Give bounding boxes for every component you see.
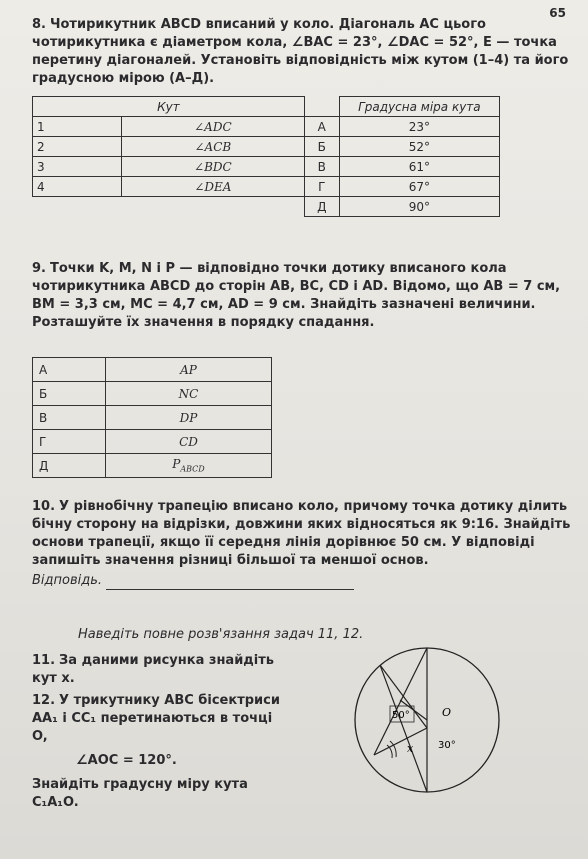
row-number: 1 [33,117,122,137]
angle-cell: ∠ADC [122,117,305,137]
task-12-text: У трикутнику ABC бісектриси AA₁ і CC₁ перетинаються в точці O, [32,693,280,744]
table-row [33,358,272,382]
table-row [33,197,500,217]
task-9-text: Точки K, M, N і P — відповідно точки дотику вписаного кола чотирикутника ABCD до сторін AB, BC, CD і AD. Відомо, що AB = 7 см, BM = 3,3 см, MC = 4,7 см, AD = 9 см. Знайдіть зазначені величини. Розташуйте їх значення в порядку спадання. [32,261,561,330]
row-number: 4 [33,177,122,197]
task-9-number: 9. [32,261,46,276]
task-8-number: 8. [32,17,46,32]
perimeter-subscript: ABCD [180,464,205,474]
table-row [33,382,272,406]
degree-cell: 67° [339,177,499,197]
angle-header: Кут [33,97,305,117]
row-number: 3 [33,157,122,177]
letter-cell: Д [304,197,339,217]
instruction: Наведіть повне розв'язання задач 11, 12. [78,627,364,642]
task-9-table [32,357,272,478]
task-11 [32,652,292,688]
task-8 [32,16,574,88]
task-9 [32,260,574,332]
table-row [33,157,500,177]
task-12-question: Знайдіть градусну міру кута C₁A₁O. [32,777,248,810]
letter-cell: Г [304,177,339,197]
circle-figure [352,640,502,800]
value-cell: NC [106,382,272,406]
degree-cell: 61° [339,157,499,177]
task-12 [32,692,292,812]
task-10-text: У рівнобічну трапецію вписано коло, причому точка дотику ділить бічну сторону на відрізки, довжини яких відносяться як 9:16. Знайдіть основи трапеції, якщо її середня лінія дорівнює 50 см. У відповіді запишіть значення різниці більшої та меншої основ. [32,499,571,568]
angle-arc-1 [387,745,392,758]
angle-label-50: 50° [392,710,410,721]
task-12-condition: ∠AOC = 120°. [76,753,177,768]
letter-cell: Г [33,430,106,454]
answer-label: Відповідь. [32,573,103,588]
angle-cell: ∠ACB [122,137,305,157]
task-12-number: 12. [32,693,56,708]
unknown-angle-label: x [407,742,414,755]
angle-cell: ∠BDC [122,157,305,177]
task-11-text: За даними рисунка знайдіть кут x. [32,653,275,686]
table-row [33,137,500,157]
task-8-table [32,96,500,217]
letter-cell: В [33,406,106,430]
task-10 [32,498,574,590]
value-cell: CD [106,430,272,454]
letter-cell: Д [33,454,106,478]
degree-cell: 90° [339,197,499,217]
task-11-number: 11. [32,653,56,668]
letter-cell: А [33,358,106,382]
page-number: 65 [549,6,566,20]
answer-line[interactable] [106,577,354,590]
letter-cell: А [304,117,339,137]
angle-cell: ∠DEA [122,177,305,197]
table-row [33,430,272,454]
angle-label-30: 30° [438,740,456,751]
perimeter-symbol: P [172,457,181,472]
degree-header: Градусна міра кута [339,97,499,117]
table-row [33,406,272,430]
value-cell: AP [106,358,272,382]
table-row [33,177,500,197]
letter-cell: В [304,157,339,177]
table-row [33,454,272,478]
task-10-number: 10. [32,499,56,514]
letter-cell: Б [304,137,339,157]
letter-cell: Б [33,382,106,406]
task-8-text: Чотирикутник ABCD вписаний у коло. Діагональ AC цього чотирикутника є діаметром кола, ∠BAC = 23°, ∠DAC = 52°, E — точка перетину діагоналей. Установіть відповідність між кутом (1–4) та його градусною мірою (А–Д). [32,17,569,86]
degree-cell: 23° [339,117,499,137]
chord-4 [374,728,427,755]
row-number: 2 [33,137,122,157]
table-row [33,117,500,137]
center-label: O [442,706,452,719]
value-cell: DP [106,406,272,430]
degree-cell: 52° [339,137,499,157]
